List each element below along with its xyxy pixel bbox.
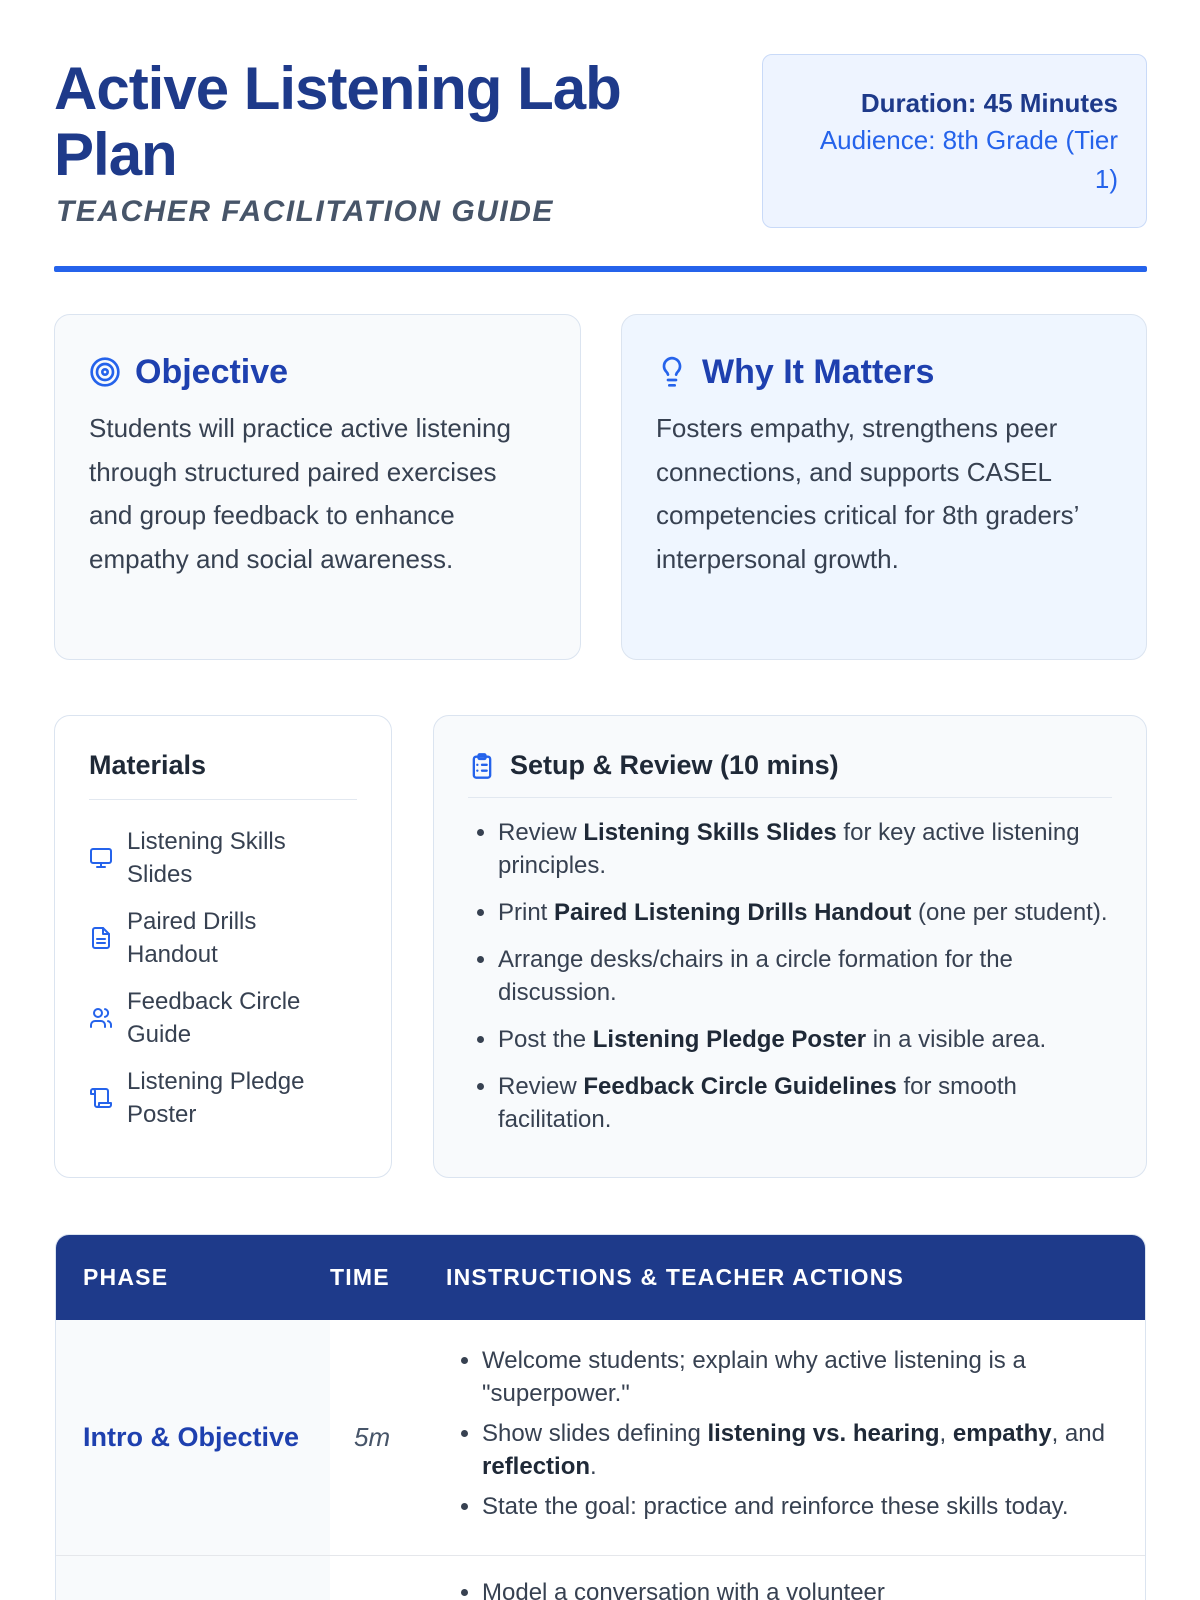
objective-title: Objective [135, 352, 289, 391]
header [54, 52, 1147, 274]
lesson-phase-table [55, 1234, 1146, 1600]
materials-title: Materials [89, 750, 357, 800]
objective-card [54, 314, 581, 660]
users-icon [89, 1006, 113, 1030]
why-it-matters-card [621, 314, 1147, 660]
list-item: • Review Listening Skills Slides for key active listening principles. [498, 816, 1112, 882]
duration-label: Duration: 45 Minutes [860, 88, 1118, 118]
clipboard-icon [468, 751, 496, 781]
target-icon [89, 356, 121, 388]
page-subtitle: TEACHER FACILITATION GUIDE [56, 195, 554, 228]
page-title: Active Listening Lab Plan [54, 55, 621, 188]
list-item: • Review Feedback Circle Guidelines for smooth facilitation. [498, 1070, 1112, 1136]
header-divider [54, 266, 1147, 272]
audience-label: Audience: 8th Grade (Tier 1) [819, 125, 1118, 194]
material-label: Listening Pledge Poster [127, 1068, 305, 1128]
instructions-cell [446, 1556, 1145, 1600]
material-label: Paired Drills Handout [127, 908, 257, 968]
column-header-time: TIME [330, 1264, 390, 1290]
list-item: • Post the Listening Pledge Poster in a visible area. [498, 1023, 1112, 1056]
instructions-cell [446, 1320, 1145, 1555]
time-cell: 5m [354, 1422, 391, 1452]
table-row [56, 1320, 1145, 1556]
why-title: Why It Matters [702, 352, 935, 391]
table-row [56, 1556, 1145, 1600]
list-item [89, 898, 357, 978]
material-label: Feedback Circle Guide [127, 988, 301, 1048]
materials-card [54, 715, 392, 1178]
list-item: • State the goal: practice and reinforce these skills today. [482, 1490, 1125, 1523]
monitor-icon [89, 846, 113, 870]
list-item: • Model a conversation with a volunteer [482, 1576, 1125, 1600]
setup-review-card [433, 715, 1147, 1178]
column-header-instructions: INSTRUCTIONS & TEACHER ACTIONS [446, 1264, 905, 1290]
lesson-meta-box [762, 54, 1147, 228]
materials-list [89, 818, 357, 1138]
list-item [89, 818, 357, 898]
list-item: • Show slides defining listening vs. hearing, empathy, and reflection. [482, 1417, 1125, 1483]
list-item [89, 978, 357, 1058]
setup-title: Setup & Review (10 mins) [510, 750, 839, 780]
objective-text: Students will practice active listening through structured paired exercises and group feedback to enhance empathy and social awareness. [89, 413, 511, 574]
column-header-phase: PHASE [83, 1264, 169, 1290]
list-item: • Arrange desks/chairs in a circle formation for the discussion. [498, 943, 1112, 1009]
list-item: • Welcome students; explain why active listening is a "superpower." [482, 1344, 1125, 1410]
setup-list [468, 816, 1112, 1136]
lightbulb-icon [656, 356, 688, 388]
why-text: Fosters empathy, strengthens peer connections, and supports CASEL competencies critical for 8th graders’ interpersonal growth. [656, 413, 1079, 574]
time-cell [330, 1556, 446, 1600]
list-item: • Print Paired Listening Drills Handout (one per student). [498, 896, 1112, 929]
table-header [56, 1235, 1145, 1320]
list-item [89, 1058, 357, 1138]
material-label: Listening Skills Slides [127, 828, 286, 888]
phase-cell [56, 1556, 330, 1600]
document-icon [89, 926, 113, 950]
phase-cell: Intro & Objective [56, 1320, 330, 1555]
scroll-icon [89, 1086, 113, 1110]
